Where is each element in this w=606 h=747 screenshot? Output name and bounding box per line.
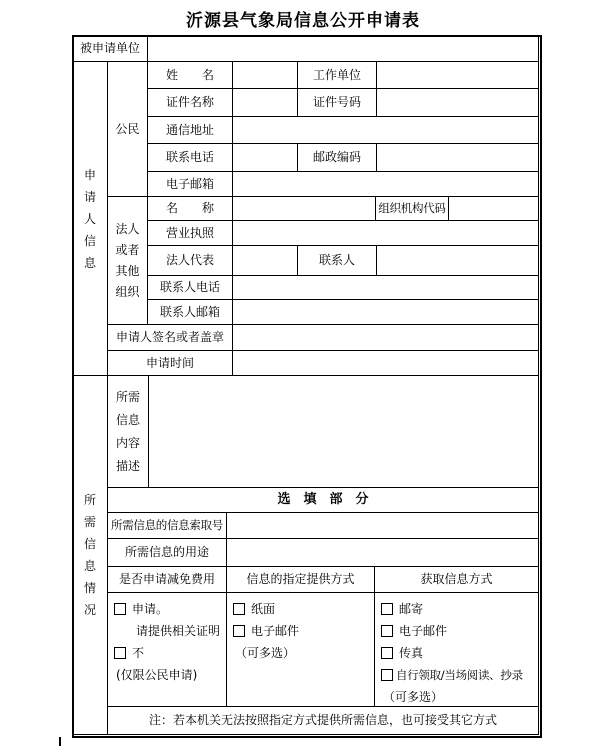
application-form-table xyxy=(73,36,539,735)
obtain-multi-note: （可多选） xyxy=(383,689,444,704)
field-contact-email-value[interactable] xyxy=(233,300,539,325)
label-contact-person: 联系人 xyxy=(298,246,377,276)
field-work-unit-value[interactable] xyxy=(377,62,539,89)
header-fee-waiver: 是否申请减免费用 xyxy=(108,567,227,593)
provide-paper-label: 纸面 xyxy=(251,601,276,616)
field-mail-address-value[interactable] xyxy=(233,117,539,144)
field-org-name-value[interactable] xyxy=(233,197,376,221)
fee-apply-note: 请提供相关证明 xyxy=(136,623,221,638)
label-org-name: 名 称 xyxy=(148,197,233,221)
fee-apply-label: 申请。 xyxy=(132,601,169,616)
checkbox-provide-paper[interactable] xyxy=(233,603,245,615)
checkbox-fee-apply[interactable] xyxy=(114,603,126,615)
label-apply-time: 申请时间 xyxy=(108,351,233,376)
field-email-value[interactable] xyxy=(233,172,539,197)
group-label-legal-org: 法人或者其他组织 xyxy=(108,197,148,325)
field-index-number-value[interactable] xyxy=(227,513,539,539)
label-purpose: 所需信息的用途 xyxy=(108,539,227,567)
form-note: 注：若本机关无法按照指定方式提供所需信息，也可接受其它方式 xyxy=(108,707,539,735)
group-label-citizen: 公民 xyxy=(108,62,148,197)
provide-email-label: 电子邮件 xyxy=(251,623,300,638)
field-postal-code-value[interactable] xyxy=(377,144,539,172)
label-cert-number: 证件号码 xyxy=(298,89,377,117)
label-cert-name: 证件名称 xyxy=(148,89,233,117)
field-content-desc-value[interactable] xyxy=(149,376,539,488)
label-work-unit: 工作单位 xyxy=(298,62,377,89)
label-business-license: 营业执照 xyxy=(148,221,233,246)
field-requested-unit-value[interactable] xyxy=(148,36,539,62)
obtain-fax-label: 传真 xyxy=(399,645,424,660)
label-org-code: 组织机构代码 xyxy=(376,197,449,221)
label-email: 电子邮箱 xyxy=(148,172,233,197)
option-obtain-mail xyxy=(381,598,536,620)
section-label-required-info: 所需信息情况 xyxy=(73,376,108,735)
option-obtain-email xyxy=(381,620,536,642)
label-requested-unit: 被申请单位 xyxy=(73,36,148,62)
option-fee-apply xyxy=(114,598,224,620)
field-name-value[interactable] xyxy=(233,62,298,89)
option-fee-no xyxy=(114,642,224,664)
field-legal-rep-value[interactable] xyxy=(233,246,298,276)
field-cert-number-value[interactable] xyxy=(377,89,539,117)
field-phone-value[interactable] xyxy=(233,144,298,172)
field-contact-person-value[interactable] xyxy=(377,246,539,276)
field-org-code-value[interactable] xyxy=(449,197,539,221)
checkbox-provide-email[interactable] xyxy=(233,625,245,637)
fee-no-note: (仅限公民申请) xyxy=(116,667,198,682)
label-index-number: 所需信息的信息索取号 xyxy=(108,513,227,539)
label-postal-code: 邮政编码 xyxy=(298,144,377,172)
label-legal-rep: 法人代表 xyxy=(148,246,233,276)
fee-no-label: 不 xyxy=(132,645,145,660)
header-optional-section: 选 填 部 分 xyxy=(108,488,539,513)
field-apply-time-value[interactable] xyxy=(233,351,539,376)
header-obtain-method: 获取信息方式 xyxy=(375,567,539,593)
label-name: 姓 名 xyxy=(148,62,233,89)
obtain-method-options xyxy=(375,593,539,707)
field-cert-name-value[interactable] xyxy=(233,89,298,117)
label-phone: 联系电话 xyxy=(148,144,233,172)
label-signature: 申请人签名或者盖章 xyxy=(108,325,233,351)
label-contact-phone: 联系人电话 xyxy=(148,276,233,300)
fee-waiver-options xyxy=(108,593,227,707)
label-content-desc: 所需信息内容描述 xyxy=(108,376,149,488)
option-provide-paper xyxy=(233,598,372,620)
option-obtain-fax xyxy=(381,642,536,664)
obtain-self-pickup-label: 自行领取/当场阅读、抄录 xyxy=(396,667,523,682)
label-mail-address: 通信地址 xyxy=(148,117,233,144)
field-signature-value[interactable] xyxy=(233,325,539,351)
checkbox-fee-no[interactable] xyxy=(114,647,126,659)
option-provide-email xyxy=(233,620,372,642)
obtain-mail-label: 邮寄 xyxy=(399,601,424,616)
form-title: 沂源县气象局信息公开申请表 xyxy=(186,11,420,31)
field-purpose-value[interactable] xyxy=(227,539,539,567)
section-label-applicant-info: 申请人信息 xyxy=(73,62,108,376)
provide-method-options xyxy=(227,593,375,707)
text-cursor xyxy=(59,737,61,746)
checkbox-obtain-email[interactable] xyxy=(381,625,393,637)
option-obtain-self-pickup xyxy=(381,664,536,686)
checkbox-obtain-self-pickup[interactable] xyxy=(381,669,393,681)
provide-multi-note: （可多选） xyxy=(235,645,296,660)
label-contact-email: 联系人邮箱 xyxy=(148,300,233,325)
field-business-license-value[interactable] xyxy=(233,221,539,246)
field-contact-phone-value[interactable] xyxy=(233,276,539,300)
checkbox-obtain-fax[interactable] xyxy=(381,647,393,659)
obtain-email-label: 电子邮件 xyxy=(399,623,448,638)
checkbox-obtain-mail[interactable] xyxy=(381,603,393,615)
header-provide-method: 信息的指定提供方式 xyxy=(227,567,375,593)
